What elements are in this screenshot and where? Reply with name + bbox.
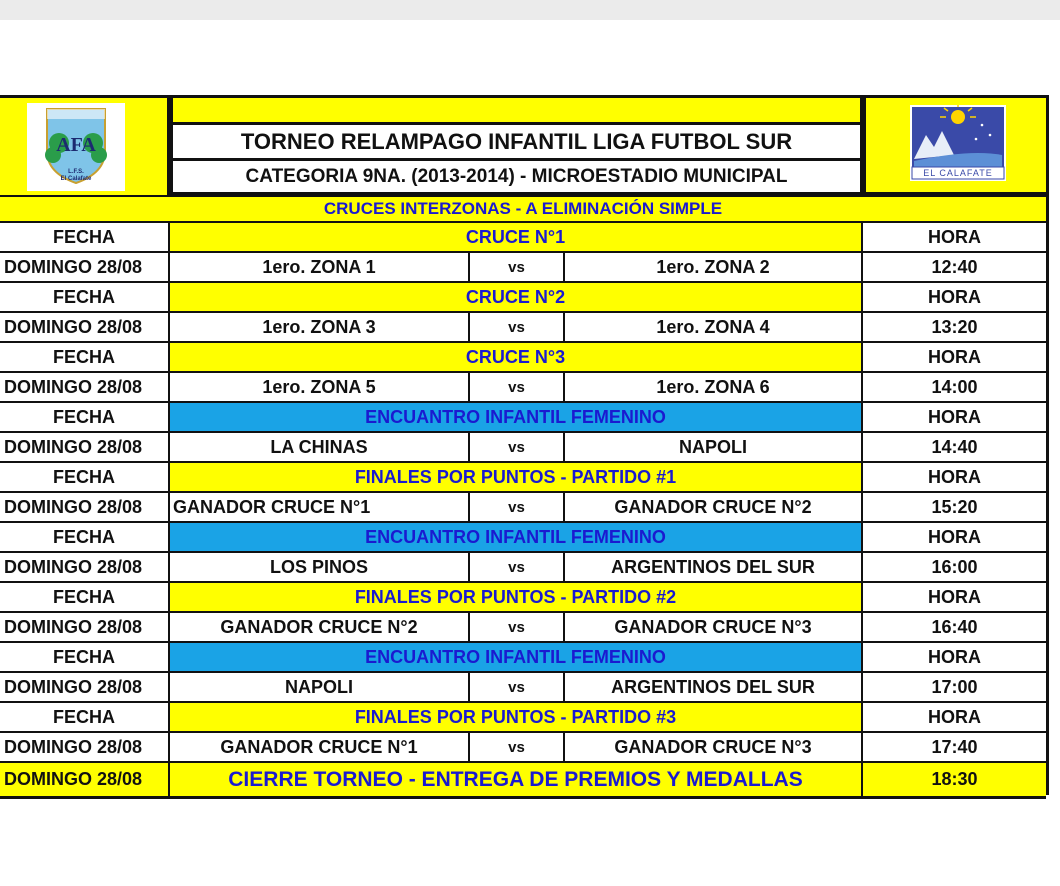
vs-label: vs [470,493,565,521]
match-header-row [0,223,1046,253]
match-row [0,313,1046,343]
home-team: 1ero. ZONA 3 [170,313,470,341]
right-logo-cell [863,95,1046,195]
match-time: 15:20 [863,493,1046,521]
match-date: DOMINGO 28/08 [0,733,170,761]
fecha-label: FECHA [0,343,170,371]
away-team: 1ero. ZONA 6 [565,373,863,401]
fecha-label: FECHA [0,523,170,551]
fecha-label: FECHA [0,283,170,311]
header-yellow-band [170,95,863,125]
match-header-row [0,403,1046,433]
fecha-label: FECHA [0,703,170,731]
match-title: ENCUANTRO INFANTIL FEMENINO [170,643,863,671]
vs-label: vs [470,673,565,701]
match-row [0,373,1046,403]
hora-label: HORA [863,523,1046,551]
hora-label: HORA [863,223,1046,251]
vs-label: vs [470,253,565,281]
home-team: GANADOR CRUCE N°2 [170,613,470,641]
tournament-category: CATEGORIA 9NA. (2013-2014) - MICROESTADIO MUNICIPAL [170,161,863,195]
match-time: 17:40 [863,733,1046,761]
match-row [0,613,1046,643]
fecha-label: FECHA [0,643,170,671]
hora-label: HORA [863,283,1046,311]
match-title: FINALES POR PUNTOS - PARTIDO #3 [170,703,863,731]
fecha-label: FECHA [0,583,170,611]
top-status-bar [0,0,1060,20]
match-time: 14:00 [863,373,1046,401]
match-date: DOMINGO 28/08 [0,553,170,581]
tournament-title: TORNEO RELAMPAGO INFANTIL LIGA FUTBOL SUR [170,125,863,161]
calafate-caption: EL CALAFATE [923,168,993,178]
match-date: DOMINGO 28/08 [0,313,170,341]
vs-label: vs [470,733,565,761]
afa-caption-1: L.F.S. [68,169,84,175]
away-team: GANADOR CRUCE N°3 [565,733,863,761]
away-team: NAPOLI [565,433,863,461]
vs-label: vs [470,433,565,461]
fecha-label: FECHA [0,223,170,251]
home-team: 1ero. ZONA 5 [170,373,470,401]
match-time: 13:20 [863,313,1046,341]
away-team: GANADOR CRUCE N°3 [565,613,863,641]
match-date: DOMINGO 28/08 [0,433,170,461]
hora-label: HORA [863,643,1046,671]
away-team: ARGENTINOS DEL SUR [565,673,863,701]
home-team: LA CHINAS [170,433,470,461]
away-team: 1ero. ZONA 4 [565,313,863,341]
away-team: ARGENTINOS DEL SUR [565,553,863,581]
match-header-row [0,283,1046,313]
match-row [0,493,1046,523]
fecha-label: FECHA [0,463,170,491]
match-row [0,673,1046,703]
svg-text:AFA: AFA [56,134,96,156]
match-row [0,553,1046,583]
vs-label: vs [470,553,565,581]
match-header-row [0,703,1046,733]
match-time: 14:40 [863,433,1046,461]
match-row [0,433,1046,463]
match-header-row [0,463,1046,493]
match-header-row [0,583,1046,613]
match-time: 17:00 [863,673,1046,701]
hora-label: HORA [863,583,1046,611]
hora-label: HORA [863,403,1046,431]
afa-logo [27,103,125,191]
match-title: CRUCE N°2 [170,283,863,311]
match-time: 16:40 [863,613,1046,641]
sheet-header [0,95,1046,195]
closing-time: 18:30 [863,763,1046,796]
match-title: CRUCE N°1 [170,223,863,251]
schedule-sheet [0,95,1046,799]
hora-label: HORA [863,703,1046,731]
vs-label: vs [470,613,565,641]
match-row [0,733,1046,763]
home-team: LOS PINOS [170,553,470,581]
tournament-subtitle: CRUCES INTERZONAS - A ELIMINACIÓN SIMPLE [0,195,1046,223]
match-header-row [0,643,1046,673]
away-team: 1ero. ZONA 2 [565,253,863,281]
match-date: DOMINGO 28/08 [0,493,170,521]
match-header-row [0,343,1046,373]
match-date: DOMINGO 28/08 [0,673,170,701]
match-time: 12:40 [863,253,1046,281]
match-title: FINALES POR PUNTOS - PARTIDO #1 [170,463,863,491]
hora-label: HORA [863,343,1046,371]
el-calafate-logo [910,105,1006,181]
match-time: 16:00 [863,553,1046,581]
left-logo-cell [0,95,170,195]
match-title: FINALES POR PUNTOS - PARTIDO #2 [170,583,863,611]
home-team: 1ero. ZONA 1 [170,253,470,281]
sheet-right-border [1046,95,1049,795]
afa-caption-2: El Calafate [60,176,92,182]
match-title: CRUCE N°3 [170,343,863,371]
closing-date: DOMINGO 28/08 [0,763,170,796]
match-header-row [0,523,1046,553]
closing-row [0,763,1046,799]
vs-label: vs [470,373,565,401]
match-title: ENCUANTRO INFANTIL FEMENINO [170,523,863,551]
match-date: DOMINGO 28/08 [0,613,170,641]
match-date: DOMINGO 28/08 [0,253,170,281]
match-title: ENCUANTRO INFANTIL FEMENINO [170,403,863,431]
match-row [0,253,1046,283]
home-team: NAPOLI [170,673,470,701]
away-team: GANADOR CRUCE N°2 [565,493,863,521]
fecha-label: FECHA [0,403,170,431]
home-team: GANADOR CRUCE N°1 [170,493,470,521]
home-team: GANADOR CRUCE N°1 [170,733,470,761]
closing-text: CIERRE TORNEO - ENTREGA DE PREMIOS Y MEDALLAS [170,763,863,796]
match-list [0,223,1046,763]
hora-label: HORA [863,463,1046,491]
match-date: DOMINGO 28/08 [0,373,170,401]
vs-label: vs [470,313,565,341]
